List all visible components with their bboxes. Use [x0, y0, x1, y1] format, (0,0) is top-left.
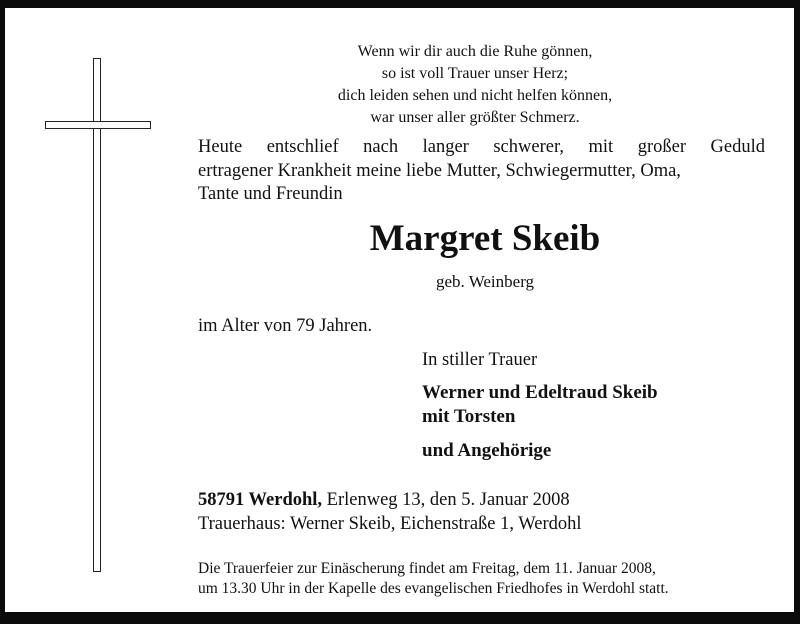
intro-paragraph	[198, 136, 765, 207]
funeral-notice	[198, 559, 768, 599]
notice-line: Die Trauerfeier zur Einäscherung findet am Freitag, dem 11. Januar 2008,	[198, 560, 656, 577]
cross-intersection	[94, 122, 100, 128]
relatives-line: und Angehörige	[422, 440, 552, 461]
address-city: 58791 Werdohl,	[198, 490, 323, 510]
intro-line: Tante und Freundin	[198, 184, 343, 204]
intro-line: Heute entschlief nach langer schwerer, mit großer Geduld	[198, 137, 765, 157]
mourners-block	[422, 381, 658, 429]
notice-line: um 13.30 Uhr in der Kapelle des evangelischen Friedhofes in Werdohl statt.	[198, 580, 669, 597]
address-line	[198, 488, 570, 512]
address-rest: Erlenweg 13, den 5. Januar 2008	[322, 490, 570, 510]
mourning-house: Trauerhaus: Werner Skeib, Eichenstraße 1, Werdohl	[198, 514, 582, 534]
mourners-line: mit Torsten	[422, 406, 516, 427]
mourners-line: Werner und Edeltraud Skeib	[422, 382, 658, 403]
age-text: im Alter von 79 Jahren.	[198, 316, 373, 336]
intro-line: ertragener Krankheit meine liebe Mutter, Schwiegermutter, Oma,	[198, 160, 681, 181]
maiden-name: geb. Weinberg	[435, 272, 535, 291]
cross-vertical-beam	[93, 58, 101, 572]
poem-line: Wenn wir dir auch die Ruhe gönnen,	[357, 43, 593, 60]
mourning-label: In stiller Trauer	[422, 350, 538, 370]
poem-line: war unser aller größter Schmerz.	[370, 109, 580, 126]
poem-line: so ist voll Trauer unser Herz;	[381, 65, 569, 82]
poem-line: dich leiden sehen und nicht helfen können,	[337, 87, 613, 104]
deceased-name: Margret Skeib	[369, 218, 601, 259]
poem-verse	[305, 41, 645, 129]
